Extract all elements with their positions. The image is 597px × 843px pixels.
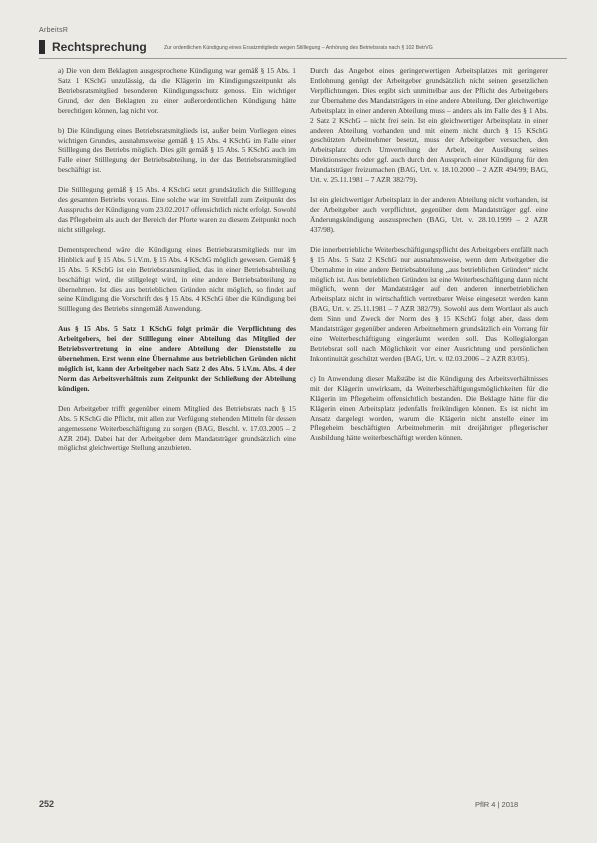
paragraph: Die Stilllegung gemäß § 15 Abs. 4 KSchG setzt grundsätzlich die Stilllegung des gesamten Betriebs voraus. Eine solche war im Streitfall zum Zeitpunkt des Ausspruchs der Kündigung vom 23.02.2017 offensichtlich nicht erfolgt. Sowohl das Pflegeheim als auch der Bereich der Pforte waren zu diesem Zeitpunkt noch nicht stillgelegt. [58,185,296,234]
bold-paragraph: Aus § 15 Abs. 5 Satz 1 KSchG folgt primär die Verpflichtung des Arbeitgebers, bei der Stilllegung einer Abteilung das Mitglied der Betriebsvertretung in eine andere Abteilung der Dienststelle zu übernehmen. Erst wenn eine Übernahme aus betrieblichen Gründen nicht möglich ist, kann der Arbeitgeber nach Satz 2 des Abs. 5 i.V.m. Abs. 4 der Norm das Arbeitsverhältnis zum Zeitpunkt der Schließung der Abteilung kündigen. [58,324,296,393]
paragraph: Dementsprechend wäre die Kündigung eines Betriebsratsmitglieds nur im Hinblick auf § 15 Abs. 5 i.V.m. § 15 Abs. 4 KSchG möglich gewesen. Gemäß § 15 Abs. 5 KSchG ist ein Betriebsratsmitglied, das in einer Betriebsabteilung beschäftigt wird, die stillgelegt wird, in eine andere Betriebsabteilung zu übernehmen. Ist dies aus betrieblichen Gründen nicht möglich, so findet auf seine Kündigung die Vorschrift des § 15 Abs. 4 KSchG über die Kündigung bei Stilllegung des Betriebs sinngemäß Anwendung. [58,244,296,314]
paragraph: Ist ein gleichwertiger Arbeitsplatz in der anderen Abteilung nicht vorhanden, ist der Arbeitgeber auch verpflichtet, gegenüber dem Mandatsträger ggf. eine Änderungskündigung auszusprechen (BAG, Urt. v. 28.10.1999 – 2 AZR 437/98). [310,195,548,234]
section-marker [39,40,45,54]
section-title: Rechtsprechung [52,40,147,54]
paragraph: Den Arbeitgeber trifft gegenüber einem Mitglied des Betriebsrats nach § 15 Abs. 5 KSchG die Pflicht, mit allen zur Verfügung stehenden Mitteln für dessen angemessene Weiterbeschäftigung zu sorgen (BAG, Beschl. v. 17.03.2005 – 2 AZR 204). Dabei hat der Arbeitgeber dem Mandatsträger grundsätzlich eine möglichst gleichwertige Stellung anzubieten. [58,403,296,453]
section-kicker: ArbeitsR [39,27,69,34]
header-rule [39,58,567,59]
page-number: 252 [39,799,55,809]
paragraph: c) In Anwendung dieser Maßstäbe ist die Kündigung des Arbeitsverhältnisses mit der Klägerin unwirksam, da Weiterbeschäftigungsmöglichkeiten für die Klägerin im Pflegeheim offensichtlich bestanden. Die Beklagte hätte für die Klägerin einen Arbeitsplatz jedenfalls freikündigen können. Es ist nicht im Ansatz dargelegt worden, warum die Klägerin nicht anstelle einer im Pflegeheim beschäftigten Arbeitnehmerin mit dreijähriger pflegerischer Ausbildung hätte weiterbeschäftigt werden können. [310,373,548,443]
paragraph: b) Die Kündigung eines Betriebsratsmitglieds ist, außer beim Vorliegen eines wichtigen Grundes, ausnahmsweise gemäß § 15 Abs. 4 KSchG im Falle einer Stilllegung des Betriebs möglich. Dies gilt gemäß § 15 Abs. 5 KSchG auch im Falle einer Stilllegung der Betriebsabteilung, in der das Betriebsratsmitglied beschäftigt ist. [58,125,296,175]
journal-issue: PflR 4 | 2018 [475,800,519,809]
paragraph: Durch das Angebot eines geringerwertigen Arbeitsplatzes mit geringerer Entlohnung genügt der Arbeitgeber grundsätzlich nicht seinen gesetzlichen Verpflichtungen. Dies ergibt sich unmittelbar aus der Pflicht des Arbeitgebers zur Übernahme des Mandatsträgers in eine andere Abteilung. Der gleichwertige Arbeitsplatz in einer anderen Abteilung muss – anders als im Falle des § 1 Abs. 2 Satz 2 KSchG – nicht frei sein. Ist ein gleichwertiger Arbeitsplatz in einer anderen Abteilung vorhanden und mit einem nicht durch § 15 KSchG geschützten Arbeitnehmer besetzt, muss der Arbeitgeber versuchen, den Arbeitsplatz durch Umverteilung der Arbeit, der Ausübung seines Direktionsrechts oder ggf. auch durch den Ausspruch einer Kündigung für den Mandatsträger freizumachen (BAG, Urt. v. 18.10.2000 – 2 AZR 494/99; BAG, Urt. v. 25.11.1981 – 7 AZR 382/79). [310,66,548,185]
left-column [58,66,296,463]
paragraph: a) Die von dem Beklagten ausgesprochene Kündigung war gemäß § 15 Abs. 1 Satz 1 KSchG unzulässig, da die Klägerin im Kündigungszeitpunkt als Betriebsratsmitglied besonderen Kündigungsschutz genoss. Ein wichtiger Grund, der den Beklagten zu einer außerordentlichen Kündigung hätte berechtigen können, lag nicht vor. [58,66,296,115]
paragraph: Die innerbetriebliche Weiterbeschäftigungspflicht des Arbeitgebers entfällt nach § 15 Abs. 5 Satz 2 KSchG nur ausnahmsweise, wenn dem Arbeitgeber die Übernahme in eine andere Betriebsabteilung „aus betrieblichen Gründen“ nicht möglich ist. Aus betrieblichen Gründen ist eine Weiterbeschäftigung dann nicht möglich, wenn der Mandatsträger auf den anderen innerbetrieblichen Arbeitsplatz nicht in wirtschaftlich vertretbarer Weise eingesetzt werden kann (BAG, Urt. v. 25.11.1981 – 7 AZR 382/79). Sowohl aus dem Wortlaut als auch dem Sinn und Zweck der Norm des § 15 KSchG folgt aber, dass dem Mandatsträger gegenüber anderen Arbeitnehmern grundsätzlich ein Vorrang für eine Weiterbeschäftigung eingeräumt werden soll. Das Kollegialorgan Betriebsrat soll nach Möglichkeit vor einer Ausrichtung und persönlichen Inkontinuität geschützt werden (BAG, Urt. v. 02.03.2006 – 2 AZR 83/05). [310,244,548,363]
right-column [310,66,548,453]
running-head: Zur ordentlichen Kündigung eines Ersatzmitglieds wegen Stilllegung – Anhörung des Betriebsrats nach § 102 BetrVG [164,45,433,51]
